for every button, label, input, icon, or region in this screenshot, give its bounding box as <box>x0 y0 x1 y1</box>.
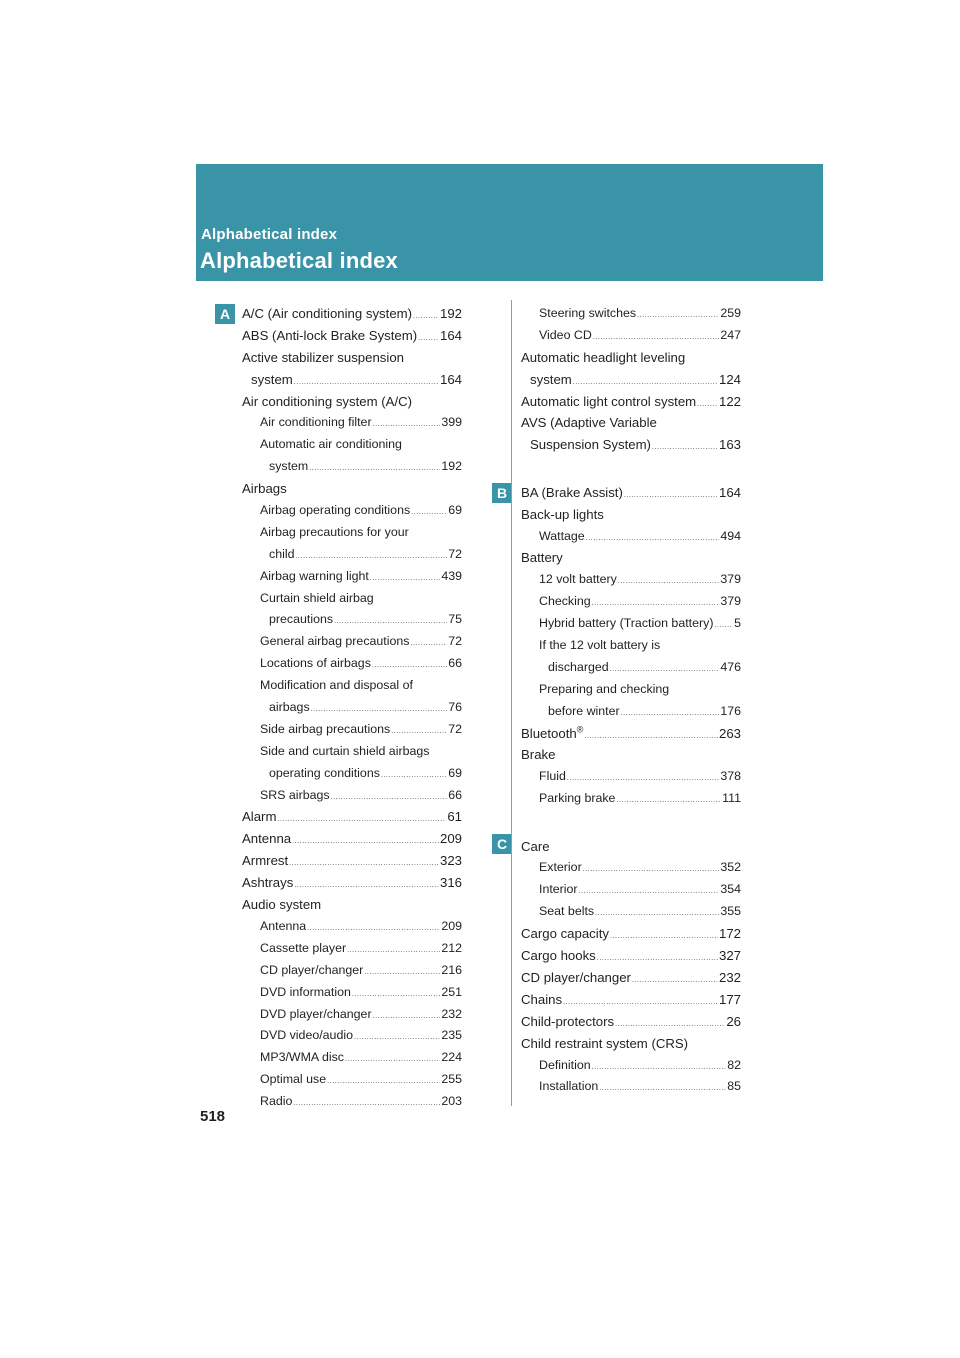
entry-label: Air conditioning filter <box>260 415 372 430</box>
entry-label: Installation <box>539 1079 599 1094</box>
index-subentry <box>521 303 741 325</box>
entry-label: Parking brake <box>539 791 616 806</box>
index-subentry <box>521 679 741 701</box>
dot-leader <box>345 1049 440 1071</box>
dot-leader <box>624 485 718 507</box>
entry-label: system <box>251 371 293 387</box>
letter-tab-c: C <box>492 834 512 854</box>
page-ref: 69 <box>448 503 462 518</box>
entry-label: Airbag warning light <box>260 568 369 583</box>
entry-label: Airbags <box>242 481 287 497</box>
entry-label: SRS airbags <box>260 787 330 802</box>
entry-label: Video CD <box>539 327 592 342</box>
page-ref: 232 <box>441 1006 462 1021</box>
entry-label: Back-up lights <box>521 506 604 522</box>
index-subentry <box>242 653 462 675</box>
entry-label: Alarm <box>242 809 277 825</box>
index-subentry <box>242 1069 462 1091</box>
index-entry <box>521 945 741 967</box>
entry-label: Radio <box>260 1094 293 1109</box>
index-entry <box>521 1033 741 1055</box>
page-ref: 216 <box>441 962 462 977</box>
entry-label: AVS (Adaptive Variable <box>521 415 657 431</box>
entry-label: Care <box>521 838 550 854</box>
index-entry <box>242 303 462 325</box>
entry-label: Curtain shield airbag <box>260 590 374 605</box>
dot-leader <box>411 502 447 524</box>
header-subtitle: Alphabetical index <box>201 226 338 243</box>
index-subentry <box>242 1047 462 1069</box>
entry-label: General airbag precautions <box>260 634 410 649</box>
index-subentry <box>242 588 462 610</box>
page-ref: 75 <box>448 612 462 627</box>
dot-leader <box>637 305 719 327</box>
entry-label: Side and curtain shield airbags <box>260 743 430 758</box>
index-subentry <box>242 719 462 741</box>
column-divider <box>511 300 512 1106</box>
entry-label: CD player/changer <box>260 962 364 977</box>
index-entry <box>521 434 741 456</box>
dot-leader <box>632 970 718 992</box>
page-ref: 76 <box>448 700 462 715</box>
index-subentry <box>242 500 462 522</box>
entry-label: 12 volt battery <box>539 572 617 587</box>
index-subentry <box>521 613 741 635</box>
index-entry <box>521 369 741 391</box>
index-entry <box>521 723 741 745</box>
entry-label: CD player/changer <box>521 969 631 985</box>
entry-label: A/C (Air conditioning system) <box>242 306 413 321</box>
dot-leader <box>347 940 440 962</box>
index-entry <box>521 482 741 504</box>
index-entry <box>521 412 741 434</box>
page-ref: 72 <box>448 546 462 561</box>
dot-leader <box>618 571 719 593</box>
index-subentry <box>242 785 462 807</box>
entry-label: DVD video/audio <box>260 1028 353 1043</box>
index-subentry <box>521 701 741 723</box>
index-subentry <box>242 456 462 478</box>
dot-leader <box>289 853 439 875</box>
page-ref: 355 <box>720 904 741 919</box>
entry-label: precautions <box>269 612 334 627</box>
page-ref: 26 <box>726 1013 741 1029</box>
header-band <box>196 164 823 281</box>
registered-mark: ® <box>576 724 584 735</box>
dot-leader <box>593 327 720 349</box>
page-ref: 192 <box>441 459 462 474</box>
page-ref: 164 <box>718 484 741 500</box>
dot-leader <box>579 881 720 903</box>
entry-label: Wattage <box>539 528 585 543</box>
dot-leader <box>391 721 447 743</box>
index-entry <box>242 850 462 872</box>
entry-label: Checking <box>539 594 591 609</box>
entry-label: Side airbag precautions <box>260 721 391 736</box>
index-subentry <box>242 675 462 697</box>
index-subentry <box>242 434 462 456</box>
dot-leader <box>595 903 719 925</box>
page-ref: 251 <box>441 984 462 999</box>
dot-leader <box>714 615 733 637</box>
index-entry <box>521 967 741 989</box>
entry-label: If the 12 volt battery is <box>539 637 661 652</box>
dot-leader <box>592 593 720 615</box>
index-entry <box>242 806 462 828</box>
entry-label: BA (Brake Assist) <box>521 484 623 500</box>
page-ref: 235 <box>441 1028 462 1043</box>
page-ref: 263 <box>718 725 741 741</box>
page-ref: 494 <box>720 528 741 543</box>
page-ref: 439 <box>441 568 462 583</box>
page-ref: 72 <box>448 721 462 736</box>
entry-label: system <box>269 459 309 474</box>
page-ref: 224 <box>441 1050 462 1065</box>
dot-leader <box>327 1071 440 1093</box>
page-ref: 164 <box>439 327 462 343</box>
dot-leader <box>307 918 440 940</box>
page-ref: 61 <box>447 809 462 825</box>
letter-gap <box>521 456 741 482</box>
dot-leader <box>610 926 718 948</box>
index-entry <box>242 894 462 916</box>
entry-label: child <box>269 546 295 561</box>
page-ref: 164 <box>439 371 462 387</box>
index-subentry <box>242 1025 462 1047</box>
entry-label: Definition <box>539 1057 591 1072</box>
index-subentry <box>242 412 462 434</box>
dot-leader <box>293 1093 440 1115</box>
page-ref: 163 <box>718 437 741 453</box>
index-subentry <box>521 1076 741 1098</box>
page-ref: 209 <box>441 918 462 933</box>
entry-label: Antenna <box>242 831 292 847</box>
entry-label: Automatic headlight leveling <box>521 349 686 365</box>
dot-leader <box>697 394 718 416</box>
page-ref: 259 <box>720 306 741 320</box>
entry-label: Steering switches <box>539 306 637 320</box>
entry-label: Antenna <box>260 918 307 933</box>
page-ref: 69 <box>448 765 462 780</box>
page-ref: 124 <box>718 371 741 387</box>
entry-label: Cargo hooks <box>521 948 596 964</box>
dot-leader <box>370 568 440 590</box>
index-subentry <box>521 526 741 548</box>
dot-leader <box>295 546 447 568</box>
index-subentry <box>242 522 462 544</box>
entry-label: Cassette player <box>260 940 347 955</box>
letter-tab-a: A <box>215 304 235 324</box>
page-ref: 122 <box>718 393 741 409</box>
page-ref: 203 <box>441 1094 462 1109</box>
dot-leader <box>599 1078 726 1100</box>
entry-label: DVD player/changer <box>260 1006 372 1021</box>
index-subentry <box>242 1004 462 1026</box>
page-ref: 176 <box>720 703 741 718</box>
page-ref: 111 <box>722 791 741 806</box>
page-ref: 66 <box>448 787 462 802</box>
index-entry <box>242 347 462 369</box>
page-ref: 378 <box>720 769 741 784</box>
entry-label: Chains <box>521 991 563 1007</box>
index-subentry <box>242 982 462 1004</box>
dot-leader <box>610 659 720 681</box>
entry-label: discharged <box>548 659 609 674</box>
page-ref: 247 <box>720 327 741 342</box>
letter-tab-b: B <box>492 483 512 503</box>
page-ref: 255 <box>441 1072 462 1087</box>
entry-label: MP3/WMA disc <box>260 1050 344 1065</box>
index-subentry <box>242 938 462 960</box>
page-ref: 379 <box>720 572 741 587</box>
page-ref: 177 <box>718 991 741 1007</box>
entry-label: Optimal use <box>260 1072 327 1087</box>
entry-label: before winter <box>548 703 620 718</box>
index-entry <box>242 872 462 894</box>
entry-label: Audio system <box>242 897 322 913</box>
index-entry <box>521 836 741 858</box>
index-entry <box>242 369 462 391</box>
dot-leader <box>616 790 721 812</box>
entry-label: system <box>530 371 572 387</box>
entry-label: Interior <box>539 882 578 897</box>
index-subentry <box>521 879 741 901</box>
dot-leader <box>652 437 718 459</box>
index-entry <box>521 347 741 369</box>
dot-leader <box>583 859 720 881</box>
dot-leader <box>373 1006 441 1028</box>
index-subentry <box>242 631 462 653</box>
index-entry <box>521 391 741 413</box>
dot-leader <box>418 328 439 350</box>
entry-label: Automatic light control system <box>521 393 697 409</box>
entry-label: Fluid <box>539 769 566 784</box>
entry-label: Brake <box>521 747 556 763</box>
index-column-b <box>521 303 741 1098</box>
page-ref: 354 <box>720 882 741 897</box>
page-number: 518 <box>200 1108 226 1125</box>
entry-label: Active stabilizer suspension <box>242 349 404 365</box>
dot-leader <box>586 528 720 550</box>
index-subentry <box>521 1055 741 1077</box>
index-subentry <box>242 763 462 785</box>
index-subentry <box>242 544 462 566</box>
entry-label: Automatic air conditioning <box>260 437 402 452</box>
dot-leader <box>410 633 447 655</box>
page-ref: 316 <box>439 875 462 891</box>
page-ref: 327 <box>718 948 741 964</box>
dot-leader <box>373 414 441 436</box>
index-subentry <box>521 569 741 591</box>
dot-leader <box>567 768 719 790</box>
dot-leader <box>621 703 720 725</box>
index-entry <box>521 504 741 526</box>
dot-leader <box>331 787 448 809</box>
index-subentry <box>521 591 741 613</box>
entry-label: Airbag precautions for your <box>260 524 409 539</box>
entry-label: Child restraint system (CRS) <box>521 1035 689 1051</box>
dot-leader <box>354 1027 440 1049</box>
entry-label: Preparing and checking <box>539 681 670 696</box>
index-entry <box>521 989 741 1011</box>
index-entry <box>521 547 741 569</box>
page-ref: 82 <box>727 1057 741 1072</box>
entry-label: airbags <box>269 700 310 715</box>
dot-leader <box>372 655 447 677</box>
dot-leader <box>364 962 440 984</box>
entry-label: Airbag operating conditions <box>260 503 411 518</box>
dot-leader <box>292 831 439 853</box>
entry-label: Seat belts <box>539 904 595 919</box>
page-ref: 172 <box>718 926 741 942</box>
page-ref: 85 <box>727 1079 741 1094</box>
page-ref: 323 <box>439 853 462 869</box>
page-ref: 379 <box>720 594 741 609</box>
index-subentry <box>521 325 741 347</box>
dot-leader <box>381 765 447 787</box>
index-subentry <box>521 657 741 679</box>
index-subentry <box>242 741 462 763</box>
index-column-a <box>242 303 462 1113</box>
dot-leader <box>352 984 440 1006</box>
index-subentry <box>242 697 462 719</box>
page-ref: 192 <box>439 306 462 321</box>
entry-label: Hybrid battery (Traction battery) <box>539 616 714 631</box>
entry-label: Locations of airbags <box>260 656 371 671</box>
entry-label: DVD information <box>260 984 351 999</box>
page-ref: 72 <box>448 634 462 649</box>
index-entry <box>521 1011 741 1033</box>
page-ref: 232 <box>718 969 741 985</box>
entry-label: Battery <box>521 550 563 566</box>
entry-label: ABS (Anti-lock Brake System) <box>242 327 418 343</box>
entry-label: Bluetooth® <box>521 724 584 741</box>
index-subentry <box>242 1091 462 1113</box>
dot-leader <box>309 458 440 480</box>
entry-label: operating conditions <box>269 765 380 780</box>
entry-label: Ashtrays <box>242 875 294 891</box>
page-title: Alphabetical index <box>200 248 398 273</box>
page-ref: 209 <box>439 831 462 847</box>
index-subentry <box>242 916 462 938</box>
index-entry <box>242 478 462 500</box>
index-subentry <box>242 609 462 631</box>
entry-label: Cargo capacity <box>521 926 609 942</box>
index-subentry <box>521 857 741 879</box>
index-entry <box>521 744 741 766</box>
index-entry <box>242 391 462 413</box>
dot-leader <box>584 726 718 748</box>
dot-leader <box>277 809 446 831</box>
entry-label: Armrest <box>242 853 289 869</box>
page-ref: 212 <box>441 940 462 955</box>
entry-label: Suspension System) <box>530 437 651 453</box>
index-subentry <box>521 901 741 923</box>
entry-label: Air conditioning system (A/C) <box>242 393 413 409</box>
index-entry <box>242 325 462 347</box>
page-ref: 5 <box>734 616 741 631</box>
index-subentry <box>521 766 741 788</box>
index-subentry <box>242 566 462 588</box>
index-entry <box>242 828 462 850</box>
page-ref: 352 <box>720 860 741 875</box>
page-ref: 399 <box>441 415 462 430</box>
page-ref: 476 <box>720 659 741 674</box>
dot-leader <box>592 1057 727 1079</box>
index-subentry <box>242 960 462 982</box>
dot-leader <box>311 699 448 721</box>
index-entry <box>521 923 741 945</box>
page-ref: 66 <box>448 656 462 671</box>
dot-leader <box>334 611 447 633</box>
index-subentry <box>521 788 741 810</box>
entry-label: Child-protectors <box>521 1013 615 1029</box>
entry-label: Modification and disposal of <box>260 678 413 693</box>
entry-label: Exterior <box>539 860 582 875</box>
index-subentry <box>521 635 741 657</box>
letter-gap <box>521 810 741 836</box>
